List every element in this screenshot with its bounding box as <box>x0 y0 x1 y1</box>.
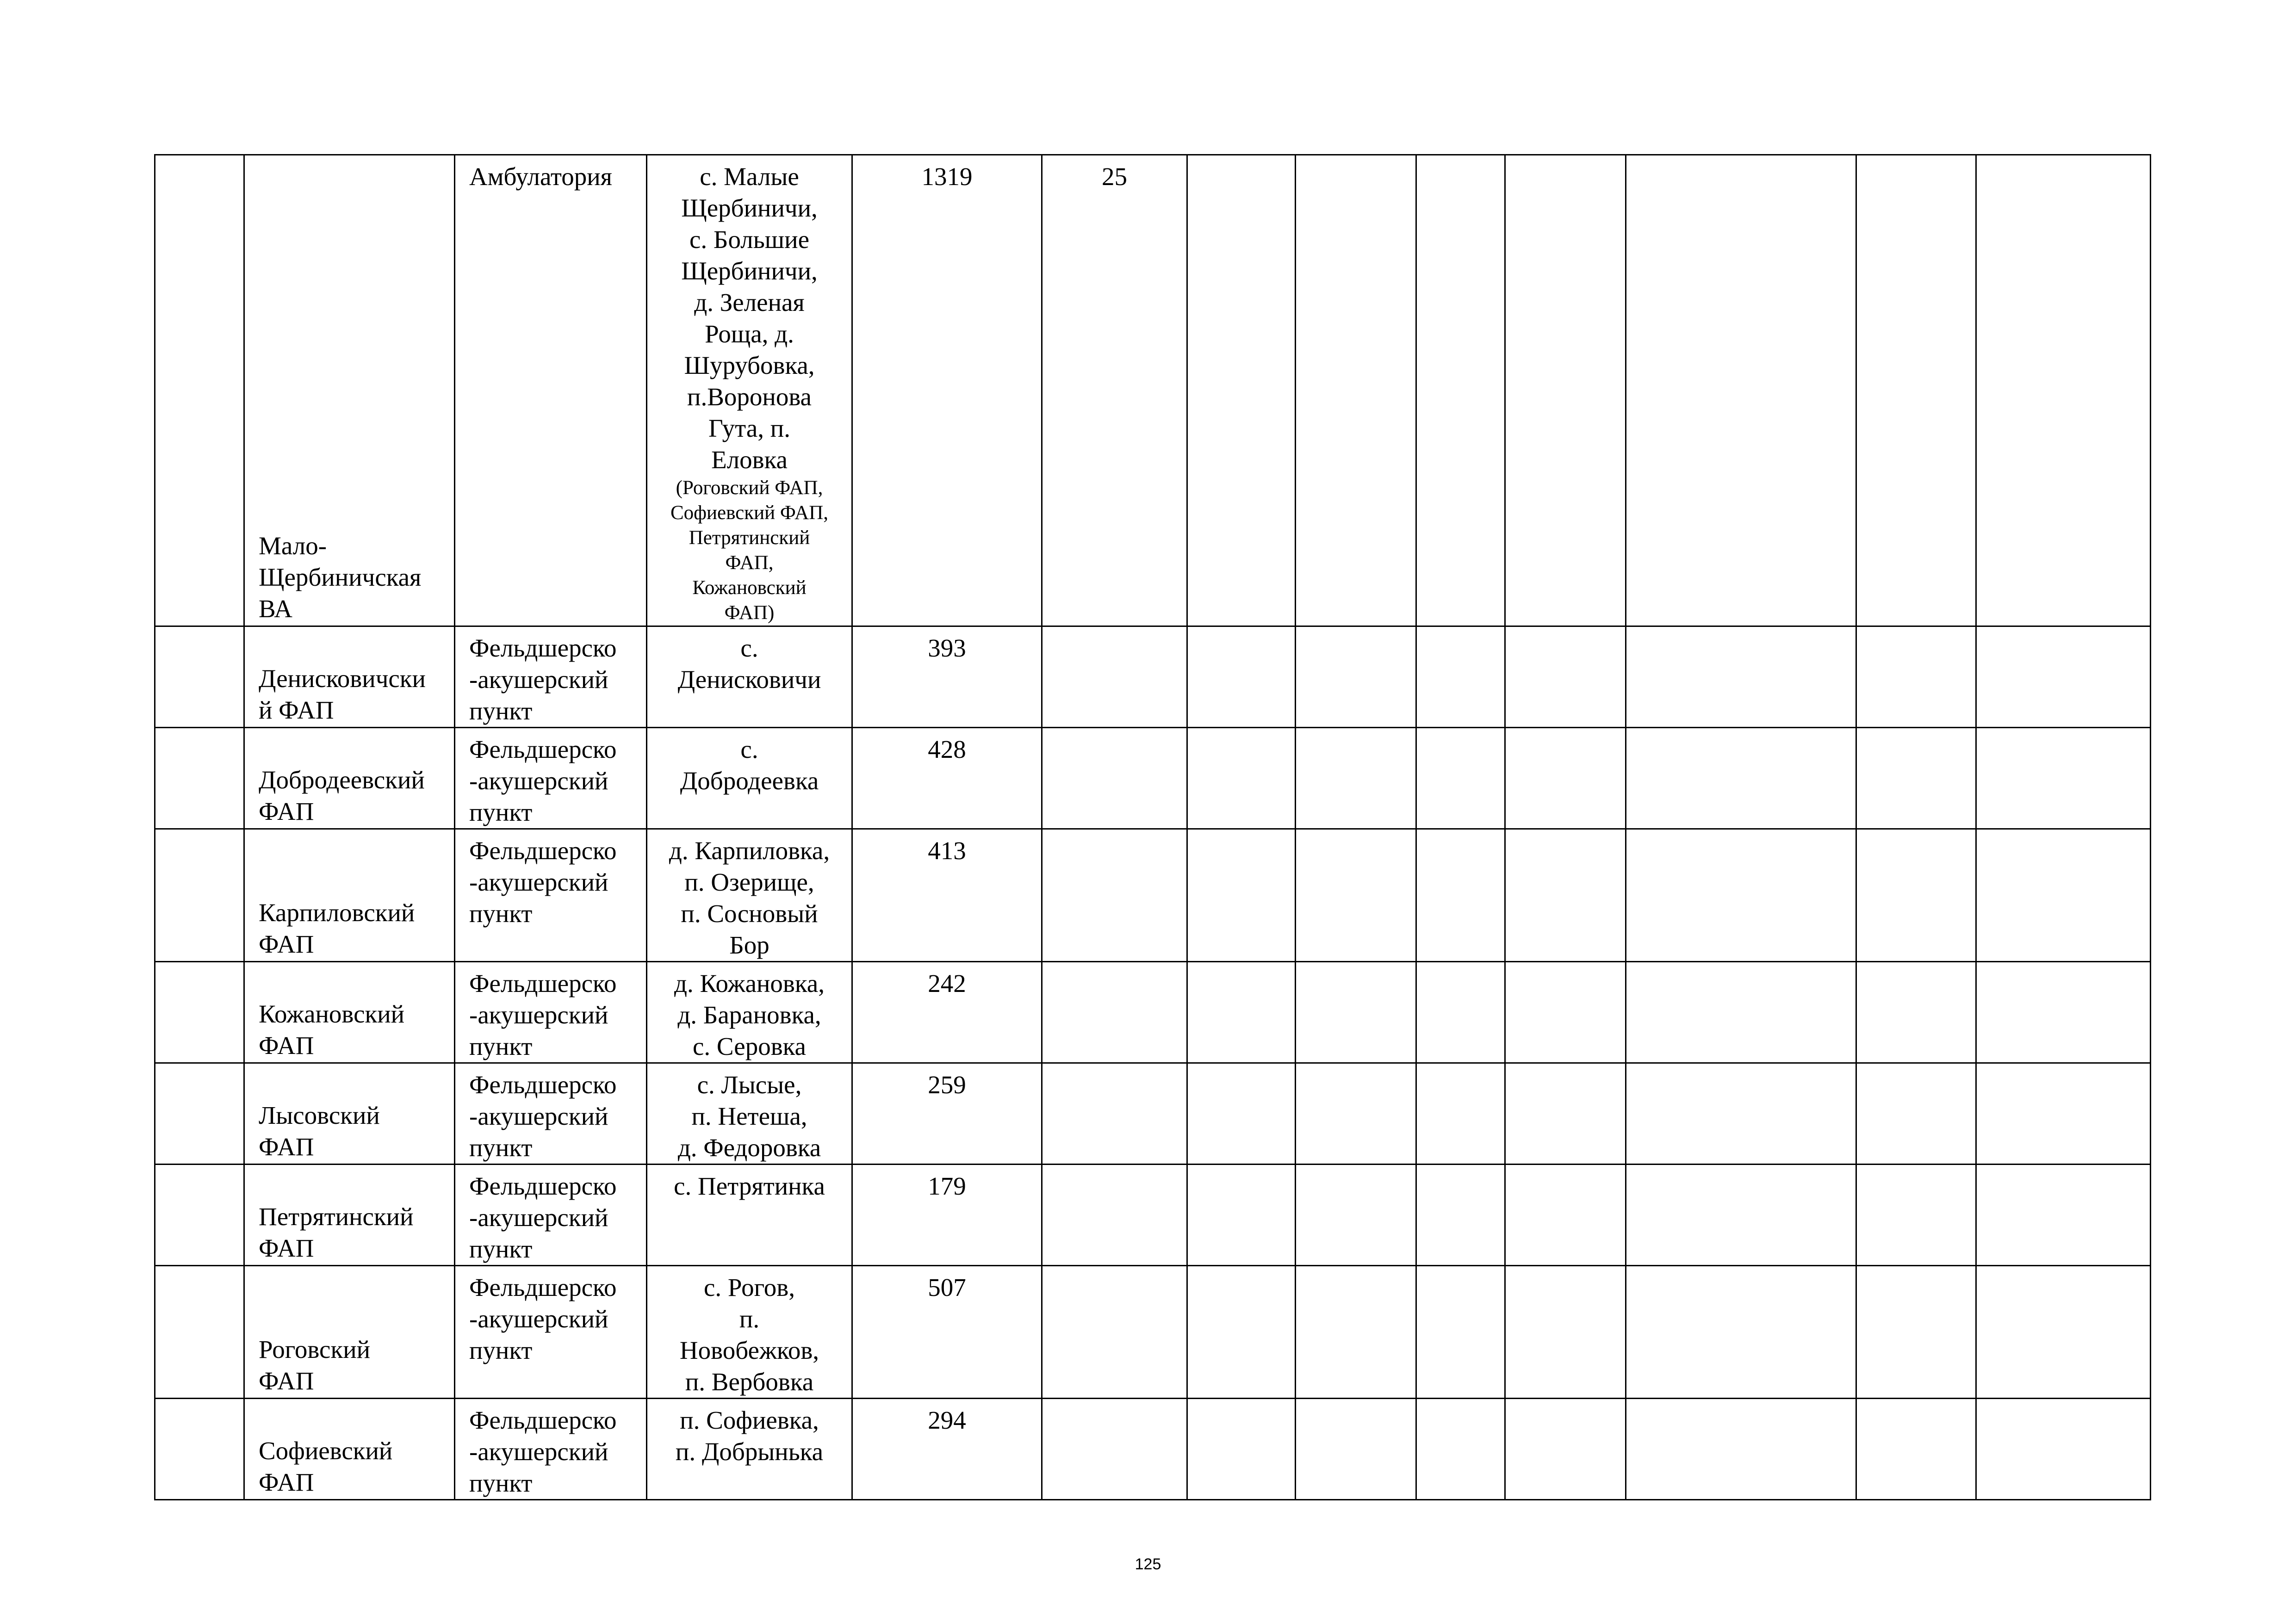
cell-text-line: п. Озерище, <box>684 868 814 896</box>
cell-text-line: ФАП <box>259 1133 314 1161</box>
table-row <box>155 155 2151 626</box>
row-number-cell <box>155 1165 244 1266</box>
cell-text-line: ФАП <box>259 1367 314 1395</box>
empty-cell <box>1296 1063 1416 1165</box>
empty-cell <box>1505 1063 1626 1165</box>
value-cell <box>1042 829 1187 962</box>
facility-type-cell <box>455 829 647 962</box>
row-number-cell <box>155 155 244 626</box>
cell-text-line: Мало- <box>259 532 327 560</box>
empty-cell <box>1505 962 1626 1063</box>
cell-text-line: с. <box>740 634 758 662</box>
cell-text-line: Денисковичи <box>677 665 821 694</box>
cell-text-line: Роща, д. <box>705 320 794 348</box>
cell-text-line: п.Воронова <box>687 383 812 411</box>
value-cell <box>1042 1399 1187 1500</box>
empty-cell <box>1976 626 2151 728</box>
cell-text-line: Фельдшерско <box>469 1273 617 1301</box>
value-cell <box>1042 728 1187 829</box>
cell-text-line: ФАП <box>259 1234 314 1262</box>
facility-name-cell <box>244 626 455 728</box>
cell-text-line: с. Большие <box>689 225 809 254</box>
empty-cell <box>1416 962 1505 1063</box>
empty-cell <box>1296 728 1416 829</box>
empty-cell <box>1856 1399 1976 1500</box>
empty-cell <box>1976 728 2151 829</box>
value-cell <box>1042 962 1187 1063</box>
cell-text-line: п. <box>739 1305 760 1333</box>
cell-text-line: Кожановский <box>259 1000 405 1028</box>
empty-cell <box>1856 1266 1976 1399</box>
cell-text-line: Софиевский <box>259 1437 393 1465</box>
settlements-cell <box>647 1165 852 1266</box>
value-cell <box>1042 1063 1187 1165</box>
cell-text-line: Петрятинский <box>689 527 810 549</box>
cell-text-line: Фельдшерско <box>469 634 617 662</box>
empty-cell <box>1856 1063 1976 1165</box>
population-cell: 179 <box>852 1165 1042 1266</box>
cell-text-line: Щербиничская <box>259 563 422 591</box>
empty-cell <box>1296 1266 1416 1399</box>
cell-text-line: -акушерский <box>469 767 608 795</box>
cell-text-line: (Роговский ФАП, <box>676 477 823 499</box>
cell-text-line: п. Софиевка, <box>680 1406 819 1434</box>
facility-type-cell <box>455 155 647 626</box>
row-number-cell <box>155 1266 244 1399</box>
cell-text-line: п. Сосновый <box>681 899 818 928</box>
cell-text-line: ФАП <box>259 1031 314 1059</box>
table-row <box>155 1266 2151 1399</box>
empty-cell <box>1296 1165 1416 1266</box>
settlements-cell <box>647 829 852 962</box>
cell-text-line: -акушерский <box>469 1437 608 1466</box>
empty-cell <box>1187 155 1296 626</box>
cell-text-line: пункт <box>469 899 533 928</box>
cell-text-line: Новобежков, <box>679 1336 819 1364</box>
table-row <box>155 962 2151 1063</box>
cell-text-line: с. Рогов, <box>703 1273 795 1301</box>
cell-text-line: пункт <box>469 1336 533 1364</box>
empty-cell <box>1856 829 1976 962</box>
empty-cell <box>1505 1266 1626 1399</box>
empty-cell <box>1416 155 1505 626</box>
cell-text-line: Роговский <box>259 1335 371 1363</box>
facility-name-cell <box>244 1063 455 1165</box>
empty-cell <box>1187 829 1296 962</box>
table-row <box>155 728 2151 829</box>
cell-text-line: Лысовский <box>259 1101 380 1129</box>
cell-text-line: д. Карпиловка, <box>669 836 830 865</box>
row-number-cell <box>155 1063 244 1165</box>
row-number-cell <box>155 829 244 962</box>
cell-text-line: -акушерский <box>469 665 608 694</box>
cell-text-line: с. <box>740 735 758 763</box>
empty-cell <box>1416 829 1505 962</box>
value-cell: 25 <box>1042 155 1187 626</box>
cell-text-line: Добродеевский <box>259 766 425 794</box>
page-number: 125 <box>1135 1555 1161 1573</box>
empty-cell <box>1626 1165 1856 1266</box>
table-row <box>155 829 2151 962</box>
empty-cell <box>1416 1063 1505 1165</box>
table-row <box>155 626 2151 728</box>
empty-cell <box>1626 728 1856 829</box>
row-number-cell <box>155 962 244 1063</box>
empty-cell <box>1976 1063 2151 1165</box>
facility-name-cell <box>244 829 455 962</box>
cell-text-line: Добродеевка <box>680 767 819 795</box>
empty-cell <box>1187 1063 1296 1165</box>
empty-cell <box>1296 626 1416 728</box>
population-cell: 1319 <box>852 155 1042 626</box>
cell-text-line: Фельдшерско <box>469 735 617 763</box>
empty-cell <box>1187 728 1296 829</box>
cell-text-line: пункт <box>469 1469 533 1497</box>
cell-text-line: п. Нетеша, <box>691 1102 807 1130</box>
cell-text-line: д. Зеленая <box>694 288 805 316</box>
empty-cell <box>1187 1165 1296 1266</box>
empty-cell <box>1856 728 1976 829</box>
facility-name-cell <box>244 1165 455 1266</box>
settlements-cell <box>647 1063 852 1165</box>
empty-cell <box>1505 829 1626 962</box>
facility-type-cell <box>455 1063 647 1165</box>
cell-text-line: Петрятинский <box>259 1202 414 1231</box>
cell-text-line: д. Кожановка, <box>674 969 825 997</box>
cell-text-line: с. Малые <box>700 162 799 191</box>
value-cell <box>1042 1165 1187 1266</box>
cell-text-line: Карпиловский <box>259 898 415 927</box>
empty-cell <box>1505 155 1626 626</box>
cell-text-line: Фельдшерско <box>469 969 617 997</box>
facility-type-cell <box>455 962 647 1063</box>
cell-text-line: пункт <box>469 1235 533 1263</box>
cell-text-line: Кожановский <box>692 577 807 599</box>
cell-text-line: -акушерский <box>469 1102 608 1130</box>
settlements-cell <box>647 1399 852 1500</box>
settlements-cell <box>647 155 852 626</box>
empty-cell <box>1626 626 1856 728</box>
cell-text-line: Щербиничи, <box>681 257 818 285</box>
value-cell <box>1042 1266 1187 1399</box>
cell-text-line: пункт <box>469 1134 533 1162</box>
empty-cell <box>1626 1399 1856 1500</box>
population-cell: 242 <box>852 962 1042 1063</box>
empty-cell <box>1416 1266 1505 1399</box>
cell-text-line: ВА <box>259 595 292 623</box>
facility-name-cell <box>244 1266 455 1399</box>
empty-cell <box>1187 626 1296 728</box>
cell-text-line: пункт <box>469 1032 533 1060</box>
table-row <box>155 1399 2151 1500</box>
row-number-cell <box>155 626 244 728</box>
cell-text-line: с. Серовка <box>693 1032 806 1060</box>
empty-cell <box>1505 626 1626 728</box>
cell-text-line: Денисковичски <box>259 664 426 693</box>
facility-type-cell <box>455 1399 647 1500</box>
empty-cell <box>1416 728 1505 829</box>
cell-text-line: Фельдшерско <box>469 836 617 865</box>
empty-cell <box>1856 626 1976 728</box>
facility-type-cell <box>455 728 647 829</box>
cell-text-line: Софиевский ФАП, <box>670 502 829 524</box>
settlements-cell <box>647 626 852 728</box>
empty-cell <box>1626 155 1856 626</box>
empty-cell <box>1296 962 1416 1063</box>
empty-cell <box>1626 962 1856 1063</box>
empty-cell <box>1296 155 1416 626</box>
empty-cell <box>1976 962 2151 1063</box>
cell-text-line: пункт <box>469 798 533 826</box>
empty-cell <box>1856 962 1976 1063</box>
cell-text-line: -акушерский <box>469 1305 608 1333</box>
population-cell: 507 <box>852 1266 1042 1399</box>
settlements-cell <box>647 962 852 1063</box>
empty-cell <box>1856 155 1976 626</box>
cell-text-line: Фельдшерско <box>469 1071 617 1099</box>
facility-name-cell <box>244 1399 455 1500</box>
empty-cell <box>1626 1063 1856 1165</box>
empty-cell <box>1976 1399 2151 1500</box>
cell-text-line: Еловка <box>711 446 788 474</box>
cell-text-line: Фельдшерско <box>469 1406 617 1434</box>
cell-text-line: с. Петрятинка <box>674 1172 825 1200</box>
cell-text-line: Щербиничи, <box>681 194 818 222</box>
population-cell: 294 <box>852 1399 1042 1500</box>
cell-text-line: -акушерский <box>469 868 608 896</box>
empty-cell <box>1296 1399 1416 1500</box>
empty-cell <box>1505 728 1626 829</box>
empty-cell <box>1626 829 1856 962</box>
empty-cell <box>1187 962 1296 1063</box>
facility-type-cell <box>455 1266 647 1399</box>
table-row <box>155 1063 2151 1165</box>
facility-name-cell <box>244 728 455 829</box>
cell-text-line: ФАП, <box>725 552 774 574</box>
cell-text-line: ФАП) <box>724 602 775 624</box>
cell-text-line: пункт <box>469 697 533 725</box>
empty-cell <box>1187 1399 1296 1500</box>
cell-text-line: с. Лысые, <box>697 1071 802 1099</box>
empty-cell <box>1187 1266 1296 1399</box>
population-cell: 428 <box>852 728 1042 829</box>
empty-cell <box>1416 626 1505 728</box>
cell-text-line: п. Вербовка <box>685 1368 814 1396</box>
empty-cell <box>1976 1266 2151 1399</box>
cell-text-line: -акушерский <box>469 1203 608 1232</box>
cell-text-line: д. Барановка, <box>677 1001 821 1029</box>
facilities-table <box>154 154 2151 1500</box>
table-body <box>155 155 2151 1500</box>
empty-cell <box>1416 1399 1505 1500</box>
cell-text-line: Шурубовка, <box>684 351 815 379</box>
cell-text-line: -акушерский <box>469 1001 608 1029</box>
population-cell: 393 <box>852 626 1042 728</box>
cell-text-line: ФАП <box>259 930 314 958</box>
value-cell <box>1042 626 1187 728</box>
empty-cell <box>1505 1399 1626 1500</box>
cell-text-line: ФАП <box>259 1468 314 1496</box>
row-number-cell <box>155 1399 244 1500</box>
empty-cell <box>1856 1165 1976 1266</box>
cell-text-line: Амбулатория <box>469 162 612 191</box>
population-cell: 413 <box>852 829 1042 962</box>
facility-name-cell <box>244 962 455 1063</box>
table-row <box>155 1165 2151 1266</box>
settlements-cell <box>647 728 852 829</box>
facility-type-cell <box>455 1165 647 1266</box>
empty-cell <box>1505 1165 1626 1266</box>
facility-name-cell <box>244 155 455 626</box>
settlements-cell <box>647 1266 852 1399</box>
facility-type-cell <box>455 626 647 728</box>
empty-cell <box>1976 829 2151 962</box>
cell-text-line: Гута, п. <box>708 414 790 442</box>
cell-text-line: й ФАП <box>259 696 334 724</box>
cell-text-line: п. Добрынька <box>675 1437 824 1466</box>
cell-text-line: Фельдшерско <box>469 1172 617 1200</box>
row-number-cell <box>155 728 244 829</box>
empty-cell <box>1976 1165 2151 1266</box>
cell-text-line: д. Федоровка <box>677 1134 821 1162</box>
empty-cell <box>1976 155 2151 626</box>
population-cell: 259 <box>852 1063 1042 1165</box>
empty-cell <box>1296 829 1416 962</box>
empty-cell <box>1416 1165 1505 1266</box>
cell-text-line: Бор <box>729 931 769 959</box>
cell-text-line: ФАП <box>259 797 314 825</box>
empty-cell <box>1626 1266 1856 1399</box>
